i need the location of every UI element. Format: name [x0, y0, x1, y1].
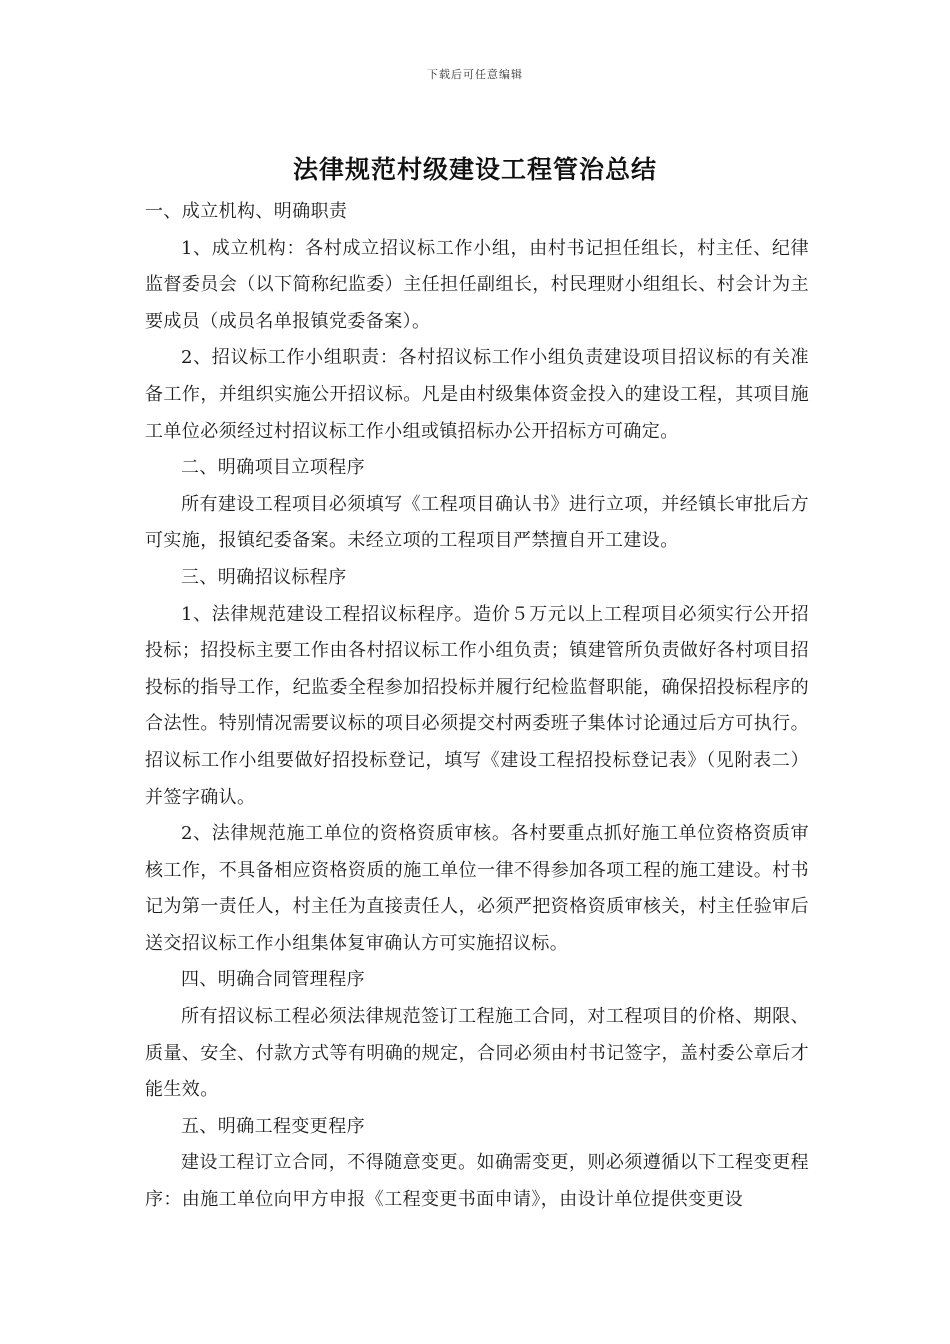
paragraph-change-procedure: 建设工程订立合同，不得随意变更。如确需变更，则必须遵循以下工程变更程序：由施工单位向甲方申报《工程变更书面申请》，由设计单位提供变更设 — [145, 1152, 809, 1211]
document-title: 法律规范村级建设工程管治总结 — [292, 155, 657, 184]
section-heading-5: 五、明确工程变更程序 — [181, 1115, 365, 1137]
paragraph-contract-management: 所有招议标工程必须法律规范签订工程施工合同，对工程项目的价格、期限、质量、安全、付款方式等有明确的规定，合同必须由村书记签字，盖村委公章后才能生效。 — [145, 1006, 809, 1101]
paragraph-project-approval: 所有建设工程项目必须填写《工程项目确认书》进行立项，并经镇长审批后方可实施，报镇纪委备案。未经立项的工程项目严禁擅自开工建设。 — [145, 493, 809, 552]
document-body — [145, 194, 809, 1219]
section-heading-1: 一、成立机构、明确职责 — [145, 201, 348, 222]
section-heading-2: 二、明确项目立项程序 — [181, 457, 365, 479]
paragraph-establish-organization: 1、成立机构：各村成立招议标工作小组，由村书记担任组长，村主任、纪律监督委员会（以下简称纪监委）主任担任副组长，村民理财小组组长、村会计为主要成员（成员名单报镇党委备案）。 — [145, 237, 809, 332]
paragraph-group-duties: 2、招议标工作小组职责：各村招议标工作小组负责建设项目招议标的有关准备工作，并组织实施公开招议标。凡是由村级集体资金投入的建设工程，其项目施工单位必须经过村招议标工作小组或镇招标办公开招标方可确定。 — [145, 347, 809, 442]
section-heading-3: 三、明确招议标程序 — [181, 566, 347, 588]
paragraph-bidding-procedure: 1、法律规范建设工程招议标程序。造价５万元以上工程项目必须实行公开招投标；招投标主要工作由各村招议标工作小组负责；镇建管所负责做好各村项目招投标的指导工作，纪监委全程参加招投标并履行纪检监督职能，确保招投标程序的合法性。特别情况需要议标的项目必须提交村两委班子集体讨论通过后方可执行。招议标工作小组要做好招投标登记，填写《建设工程招投标登记表》（见附表二）并签字确认。 — [145, 603, 809, 808]
page-header-note: 下载后可任意编辑 — [427, 68, 523, 81]
section-heading-4: 四、明确合同管理程序 — [181, 969, 365, 991]
paragraph-qualification-review: 2、法律规范施工单位的资格资质审核。各村要重点抓好施工单位资格资质审核工作，不具备相应资格资质的施工单位一律不得参加各项工程的施工建设。村书记为第一责任人，村主任为直接责任人，必须严把资格资质审核关，村主任验审后送交招议标工作小组集体复审确认方可实施招议标。 — [145, 823, 809, 954]
